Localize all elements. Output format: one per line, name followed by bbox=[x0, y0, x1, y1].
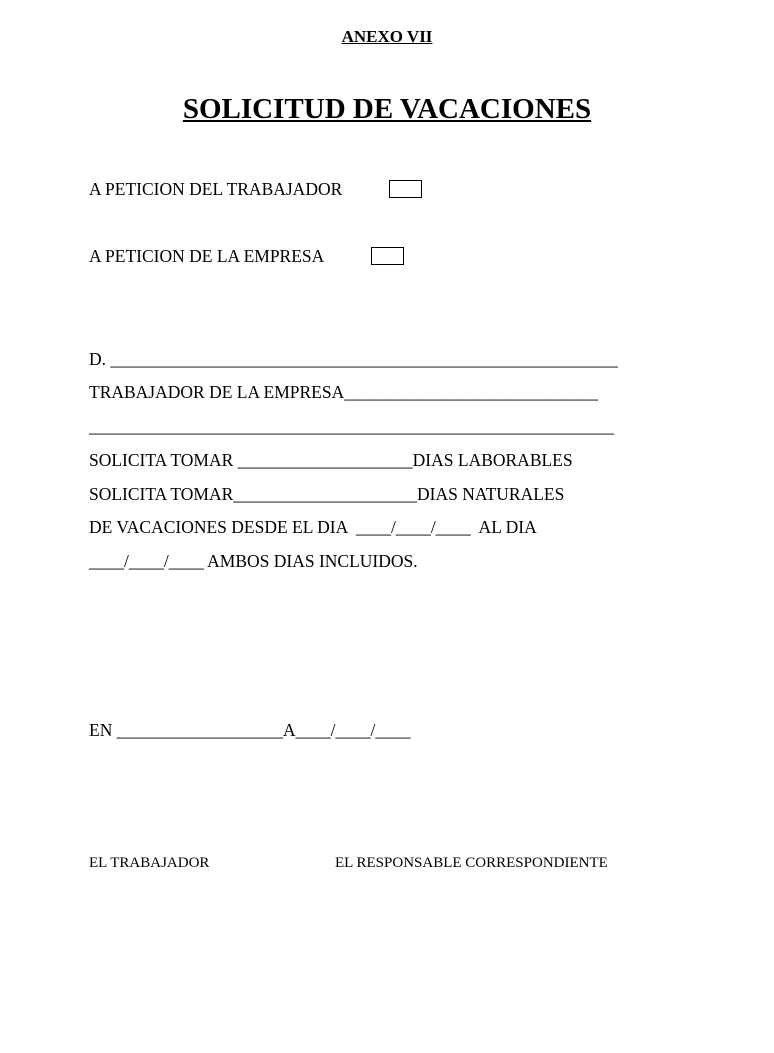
company-request-label: A PETICION DE LA EMPRESA bbox=[89, 246, 325, 266]
worker-request-label: A PETICION DEL TRABAJADOR bbox=[89, 179, 343, 199]
date-from-field[interactable]: DE VACACIONES DESDE EL DIA ____/____/____ AL DIA bbox=[89, 517, 537, 537]
page-title: SOLICITUD DE VACACIONES bbox=[182, 93, 592, 125]
company-request-checkbox[interactable] bbox=[371, 247, 404, 265]
responsible-signature-label: EL RESPONSABLE CORRESPONDIENTE bbox=[335, 855, 608, 871]
annex-heading: ANEXO VII bbox=[341, 27, 433, 46]
company-name-field[interactable]: TRABAJADOR DE LA EMPRESA_____________________________ bbox=[89, 382, 598, 402]
natural-days-field[interactable]: SOLICITA TOMAR_____________________DIAS NATURALES bbox=[89, 484, 565, 504]
working-days-field[interactable]: SOLICITA TOMAR ____________________DIAS LABORABLES bbox=[89, 450, 573, 470]
date-to-field[interactable]: ____/____/____ AMBOS DIAS INCLUIDOS. bbox=[89, 551, 418, 571]
worker-signature-label: EL TRABAJADOR bbox=[89, 855, 210, 871]
employee-name-field[interactable]: D. __________________________________________________________ bbox=[89, 349, 618, 369]
blank-line-field[interactable]: ____________________________________________________________ bbox=[89, 416, 614, 436]
place-date-field[interactable]: EN ___________________A____/____/____ bbox=[89, 720, 411, 740]
worker-request-checkbox[interactable] bbox=[389, 180, 422, 198]
